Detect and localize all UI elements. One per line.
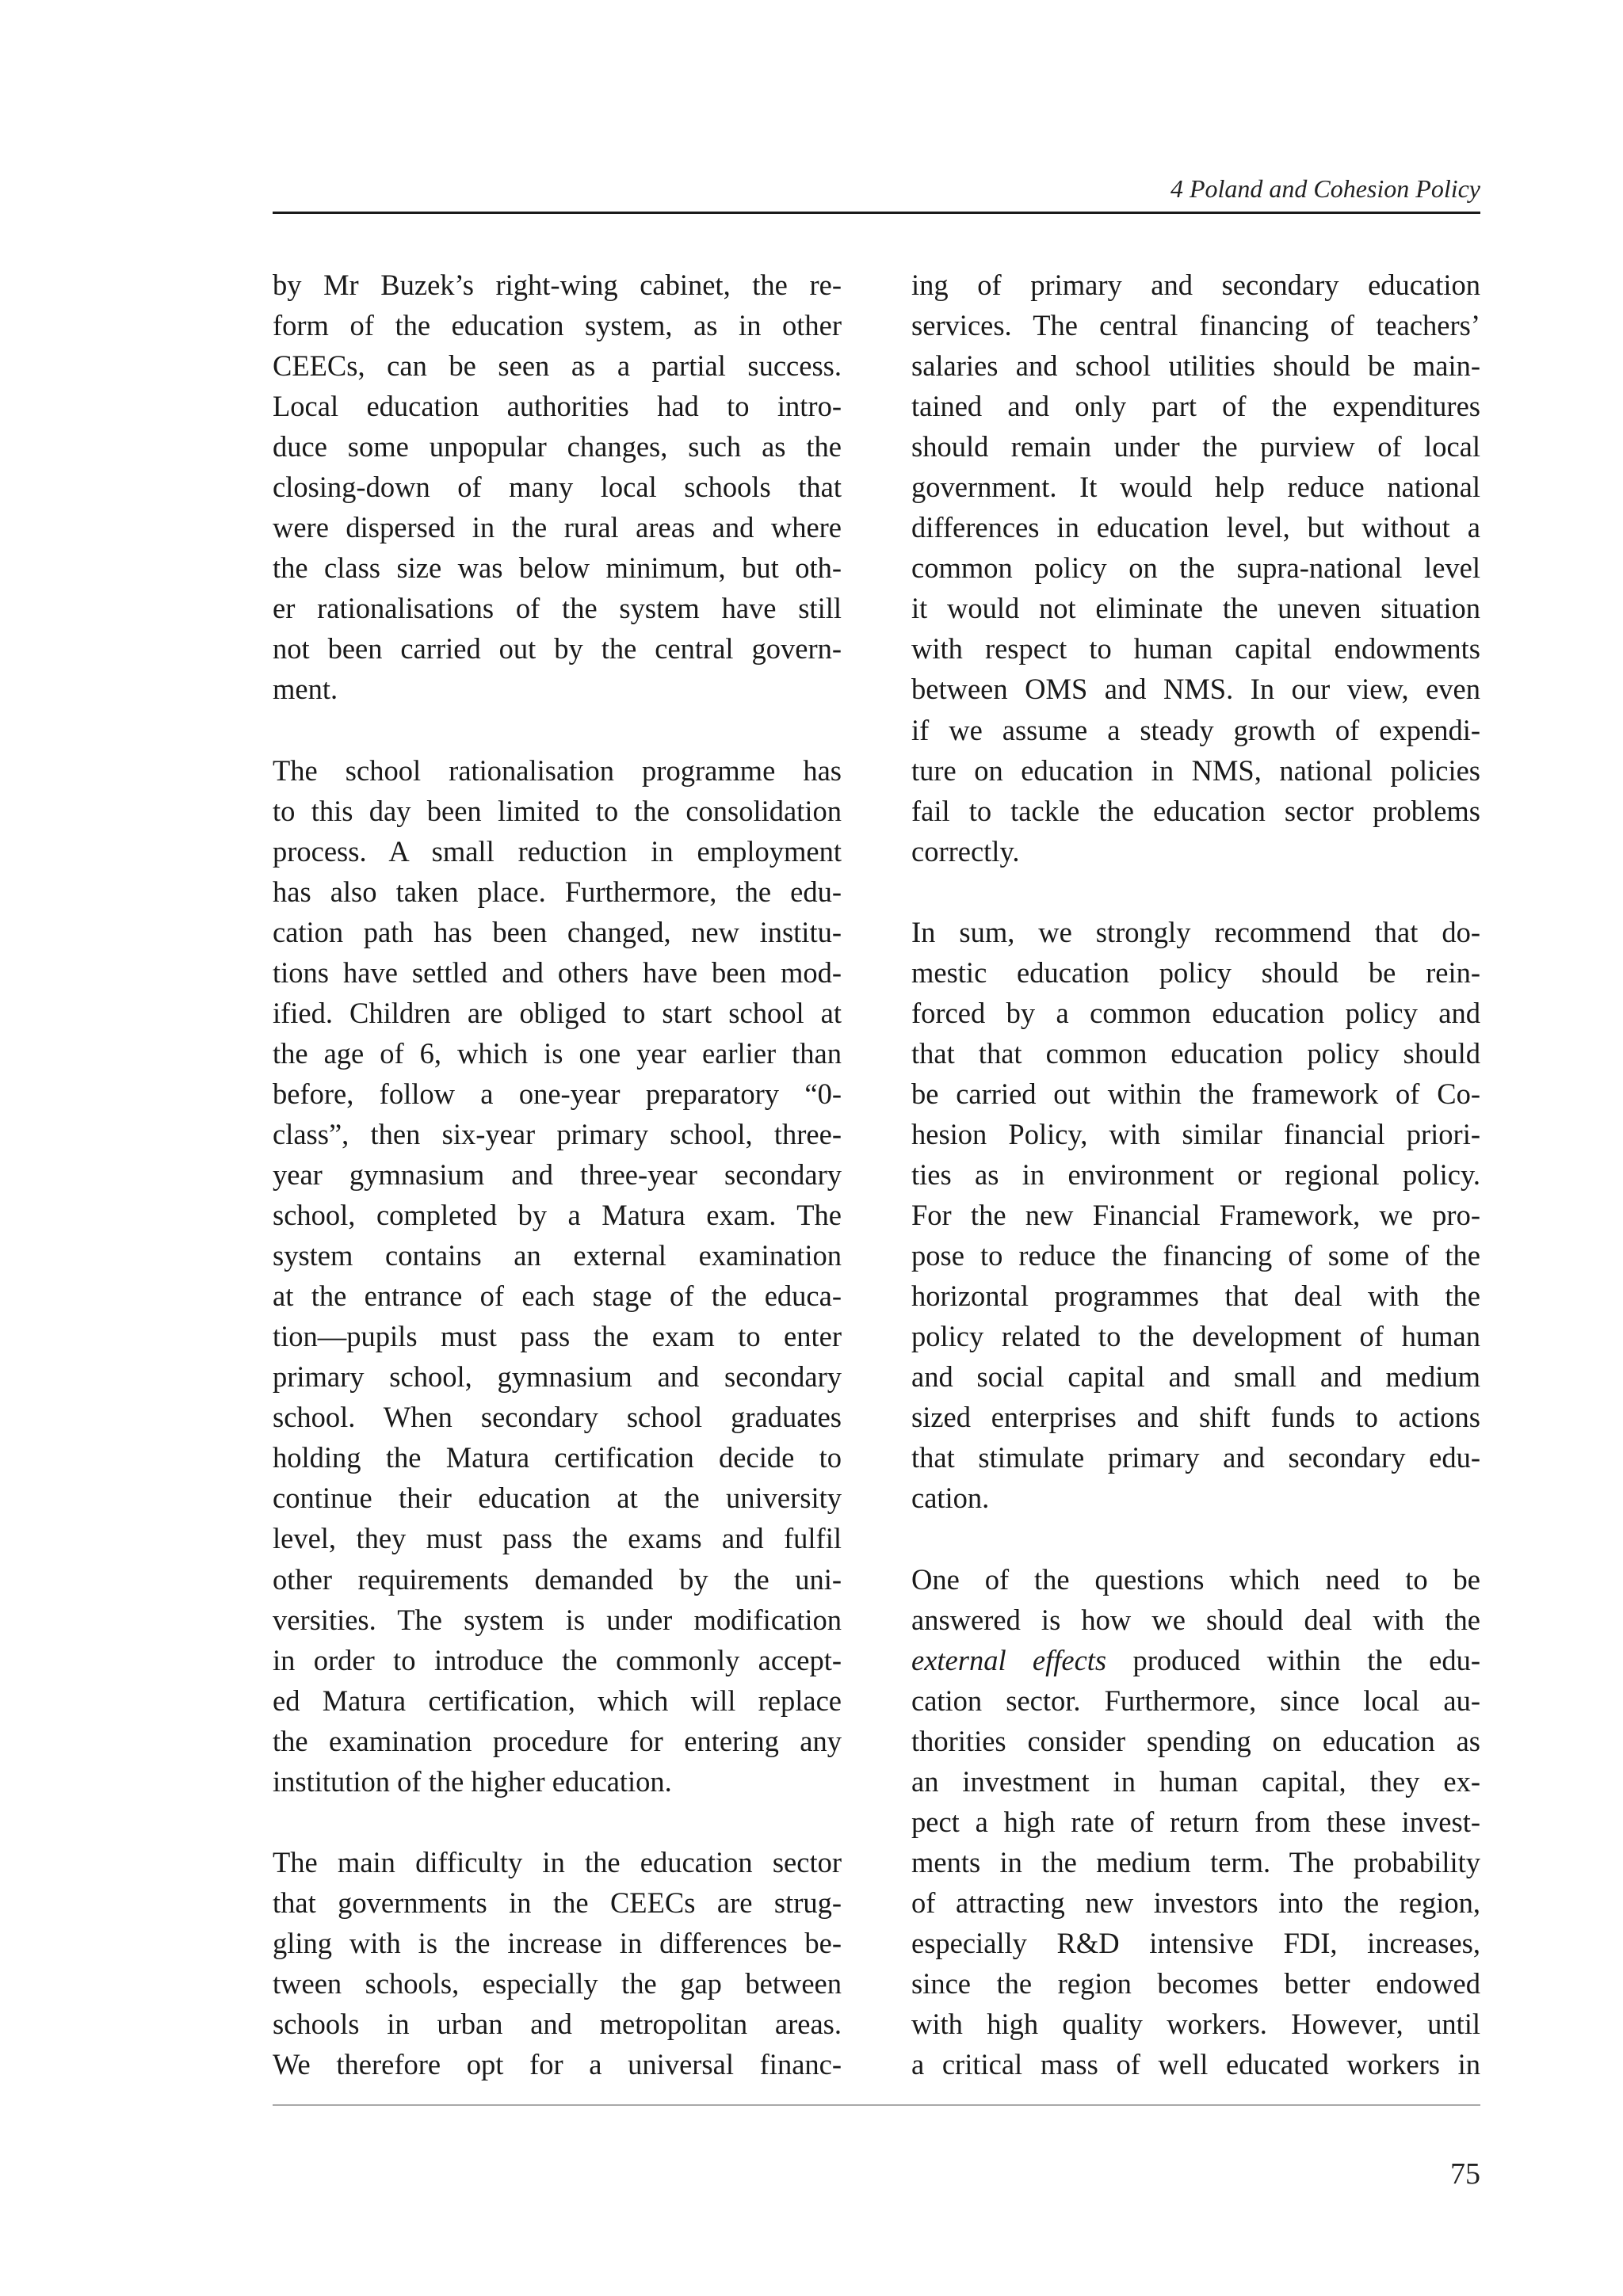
text-line: The main difficulty in the education sector: [273, 1845, 842, 1878]
header-rule: [273, 212, 1480, 214]
footer-rule: [273, 2104, 1480, 2106]
paragraph: [911, 265, 1480, 871]
text-line: level, they must pass the exams and fulfil: [273, 1522, 842, 1555]
text-line: Local education authorities had to intro-: [273, 390, 842, 423]
text-line: class”, then six-year primary school, three-: [273, 1117, 842, 1150]
text-line: policy related to the development of human: [911, 1320, 1480, 1353]
text-line: We therefore opt for a universal financ-: [273, 2048, 842, 2081]
text-segment: produced within the edu-: [1106, 1643, 1480, 1676]
text-line: the examination procedure for entering any: [273, 1724, 842, 1757]
emphasized-term: external effects: [911, 1643, 1107, 1676]
text-line: ties as in environment or regional policy.: [911, 1158, 1480, 1192]
text-line: system contains an external examination: [273, 1239, 842, 1272]
text-line: year gymnasium and three-year secondary: [273, 1158, 842, 1192]
text-line: hesion Policy, with similar financial priori-: [911, 1117, 1480, 1150]
text-line: form of the education system, as in other: [273, 309, 842, 342]
text-line: of attracting new investors into the region,: [911, 1886, 1480, 1919]
text-line: gling with is the increase in differences be-: [273, 1926, 842, 1959]
text-line: between OMS and NMS. In our view, even: [911, 673, 1480, 706]
text-line: especially R&D intensive FDI, increases,: [911, 1926, 1480, 1959]
text-line: sized enterprises and shift funds to actions: [911, 1401, 1480, 1434]
text-line: differences in education level, but without a: [911, 511, 1480, 544]
text-line: should remain under the purview of local: [911, 430, 1480, 463]
text-line: tween schools, especially the gap between: [273, 1966, 842, 2000]
text-line: not been carried out by the central govern-: [273, 632, 842, 666]
text-line: horizontal programmes that deal with the: [911, 1280, 1480, 1313]
right-column: [911, 265, 1480, 2084]
text-line: be carried out within the framework of Co-: [911, 1077, 1480, 1110]
text-line: by Mr Buzek’s right-wing cabinet, the re-: [273, 269, 842, 301]
text-line: ing of primary and secondary education: [911, 269, 1480, 301]
text-line: cation sector. Furthermore, since local au-: [911, 1684, 1480, 1717]
text-line: continue their education at the university: [273, 1482, 842, 1515]
text-line: since the region becomes better endowed: [911, 1966, 1480, 2000]
text-line: correctly.: [911, 834, 1020, 868]
paragraph: [911, 912, 1480, 1519]
text-line: if we assume a steady growth of expendi-: [911, 713, 1480, 746]
text-line: before, follow a one-year preparatory “0-: [273, 1077, 842, 1110]
running-header-title: 4 Poland and Cohesion Policy: [1170, 174, 1480, 203]
text-line: has also taken place. Furthermore, the edu-: [273, 875, 842, 908]
text-line: tion—pupils must pass the exam to enter: [273, 1320, 842, 1353]
text-line: school. When secondary school graduates: [273, 1401, 842, 1434]
paragraph: [273, 265, 842, 710]
text-line: with respect to human capital endowments: [911, 632, 1480, 666]
text-line: pect a high rate of return from these invest-: [911, 1805, 1480, 1838]
text-line: One of the questions which need to be: [911, 1562, 1480, 1596]
text-line: the class size was below minimum, but oth-: [273, 551, 842, 585]
text-line: other requirements demanded by the uni-: [273, 1562, 842, 1596]
text-line: ed Matura certification, which will replace: [273, 1684, 842, 1717]
text-line: closing-down of many local schools that: [273, 471, 842, 504]
text-line: with high quality workers. However, until: [911, 2008, 1480, 2041]
text-line: that governments in the CEECs are strug-: [273, 1886, 842, 1919]
text-line: er rationalisations of the system have still: [273, 592, 842, 625]
text-line: that stimulate primary and secondary edu-: [911, 1441, 1480, 1474]
text-line: ment.: [273, 673, 338, 706]
text-line: ments in the medium term. The probability: [911, 1845, 1480, 1878]
text-line: institution of the higher education.: [273, 1764, 672, 1798]
text-line: thorities consider spending on education as: [911, 1724, 1480, 1757]
paragraph-spacer: [911, 871, 1480, 912]
text-line: process. A small reduction in employment: [273, 834, 842, 868]
text-line: an investment in human capital, they ex-: [911, 1764, 1480, 1798]
text-line: salaries and school utilities should be main-: [911, 349, 1480, 383]
paragraph-spacer: [273, 1802, 842, 1842]
text-line: it would not eliminate the uneven situation: [911, 592, 1480, 625]
left-column: [273, 265, 842, 2084]
text-line: cation.: [911, 1482, 990, 1515]
text-line: tained and only part of the expenditures: [911, 390, 1480, 423]
page-number: 75: [1450, 2157, 1480, 2191]
text-line: versities. The system is under modification: [273, 1603, 842, 1636]
text-line: that that common education policy should: [911, 1036, 1480, 1070]
text-line: at the entrance of each stage of the educa-: [273, 1280, 842, 1313]
text-line: In sum, we strongly recommend that do-: [911, 915, 1480, 948]
text-line: were dispersed in the rural areas and where: [273, 511, 842, 544]
text-line: services. The central financing of teachers’: [911, 309, 1480, 342]
text-line: government. It would help reduce national: [911, 471, 1480, 504]
text-line: CEECs, can be seen as a partial success.: [273, 349, 842, 383]
text-line: and social capital and small and medium: [911, 1360, 1480, 1394]
text-line: school, completed by a Matura exam. The: [273, 1199, 842, 1232]
text-line: answered is how we should deal with the: [911, 1603, 1480, 1636]
text-line: to this day been limited to the consolidation: [273, 794, 842, 827]
paragraph-spacer: [911, 1518, 1480, 1558]
text-line: fail to tackle the education sector problems: [911, 794, 1480, 827]
paragraph: [273, 1842, 842, 2084]
text-line: common policy on the supra-national level: [911, 551, 1480, 585]
text-line: schools in urban and metropolitan areas.: [273, 2008, 842, 2041]
text-line: holding the Matura certification decide to: [273, 1441, 842, 1474]
text-line: mestic education policy should be rein-: [911, 955, 1480, 989]
text-line: the age of 6, which is one year earlier than: [273, 1036, 842, 1070]
text-line: in order to introduce the commonly accept-: [273, 1643, 842, 1676]
text-line: The school rationalisation programme has: [273, 753, 842, 787]
text-line: forced by a common education policy and: [911, 996, 1480, 1029]
text-line: tions have settled and others have been mod-: [273, 955, 842, 989]
text-line: For the new Financial Framework, we pro-: [911, 1199, 1480, 1232]
text-line: [911, 1640, 1480, 1680]
text-line: duce some unpopular changes, such as the: [273, 430, 842, 463]
text-line: primary school, gymnasium and secondary: [273, 1360, 842, 1394]
paragraph-spacer: [273, 710, 842, 750]
text-line: cation path has been changed, new institu-: [273, 915, 842, 948]
text-line: pose to reduce the financing of some of the: [911, 1239, 1480, 1272]
text-line: a critical mass of well educated workers in: [911, 2048, 1480, 2081]
text-line: ified. Children are obliged to start school at: [273, 996, 842, 1029]
paragraph: [911, 1559, 1480, 2085]
text-line: ture on education in NMS, national policies: [911, 753, 1480, 787]
paragraph: [273, 750, 842, 1802]
